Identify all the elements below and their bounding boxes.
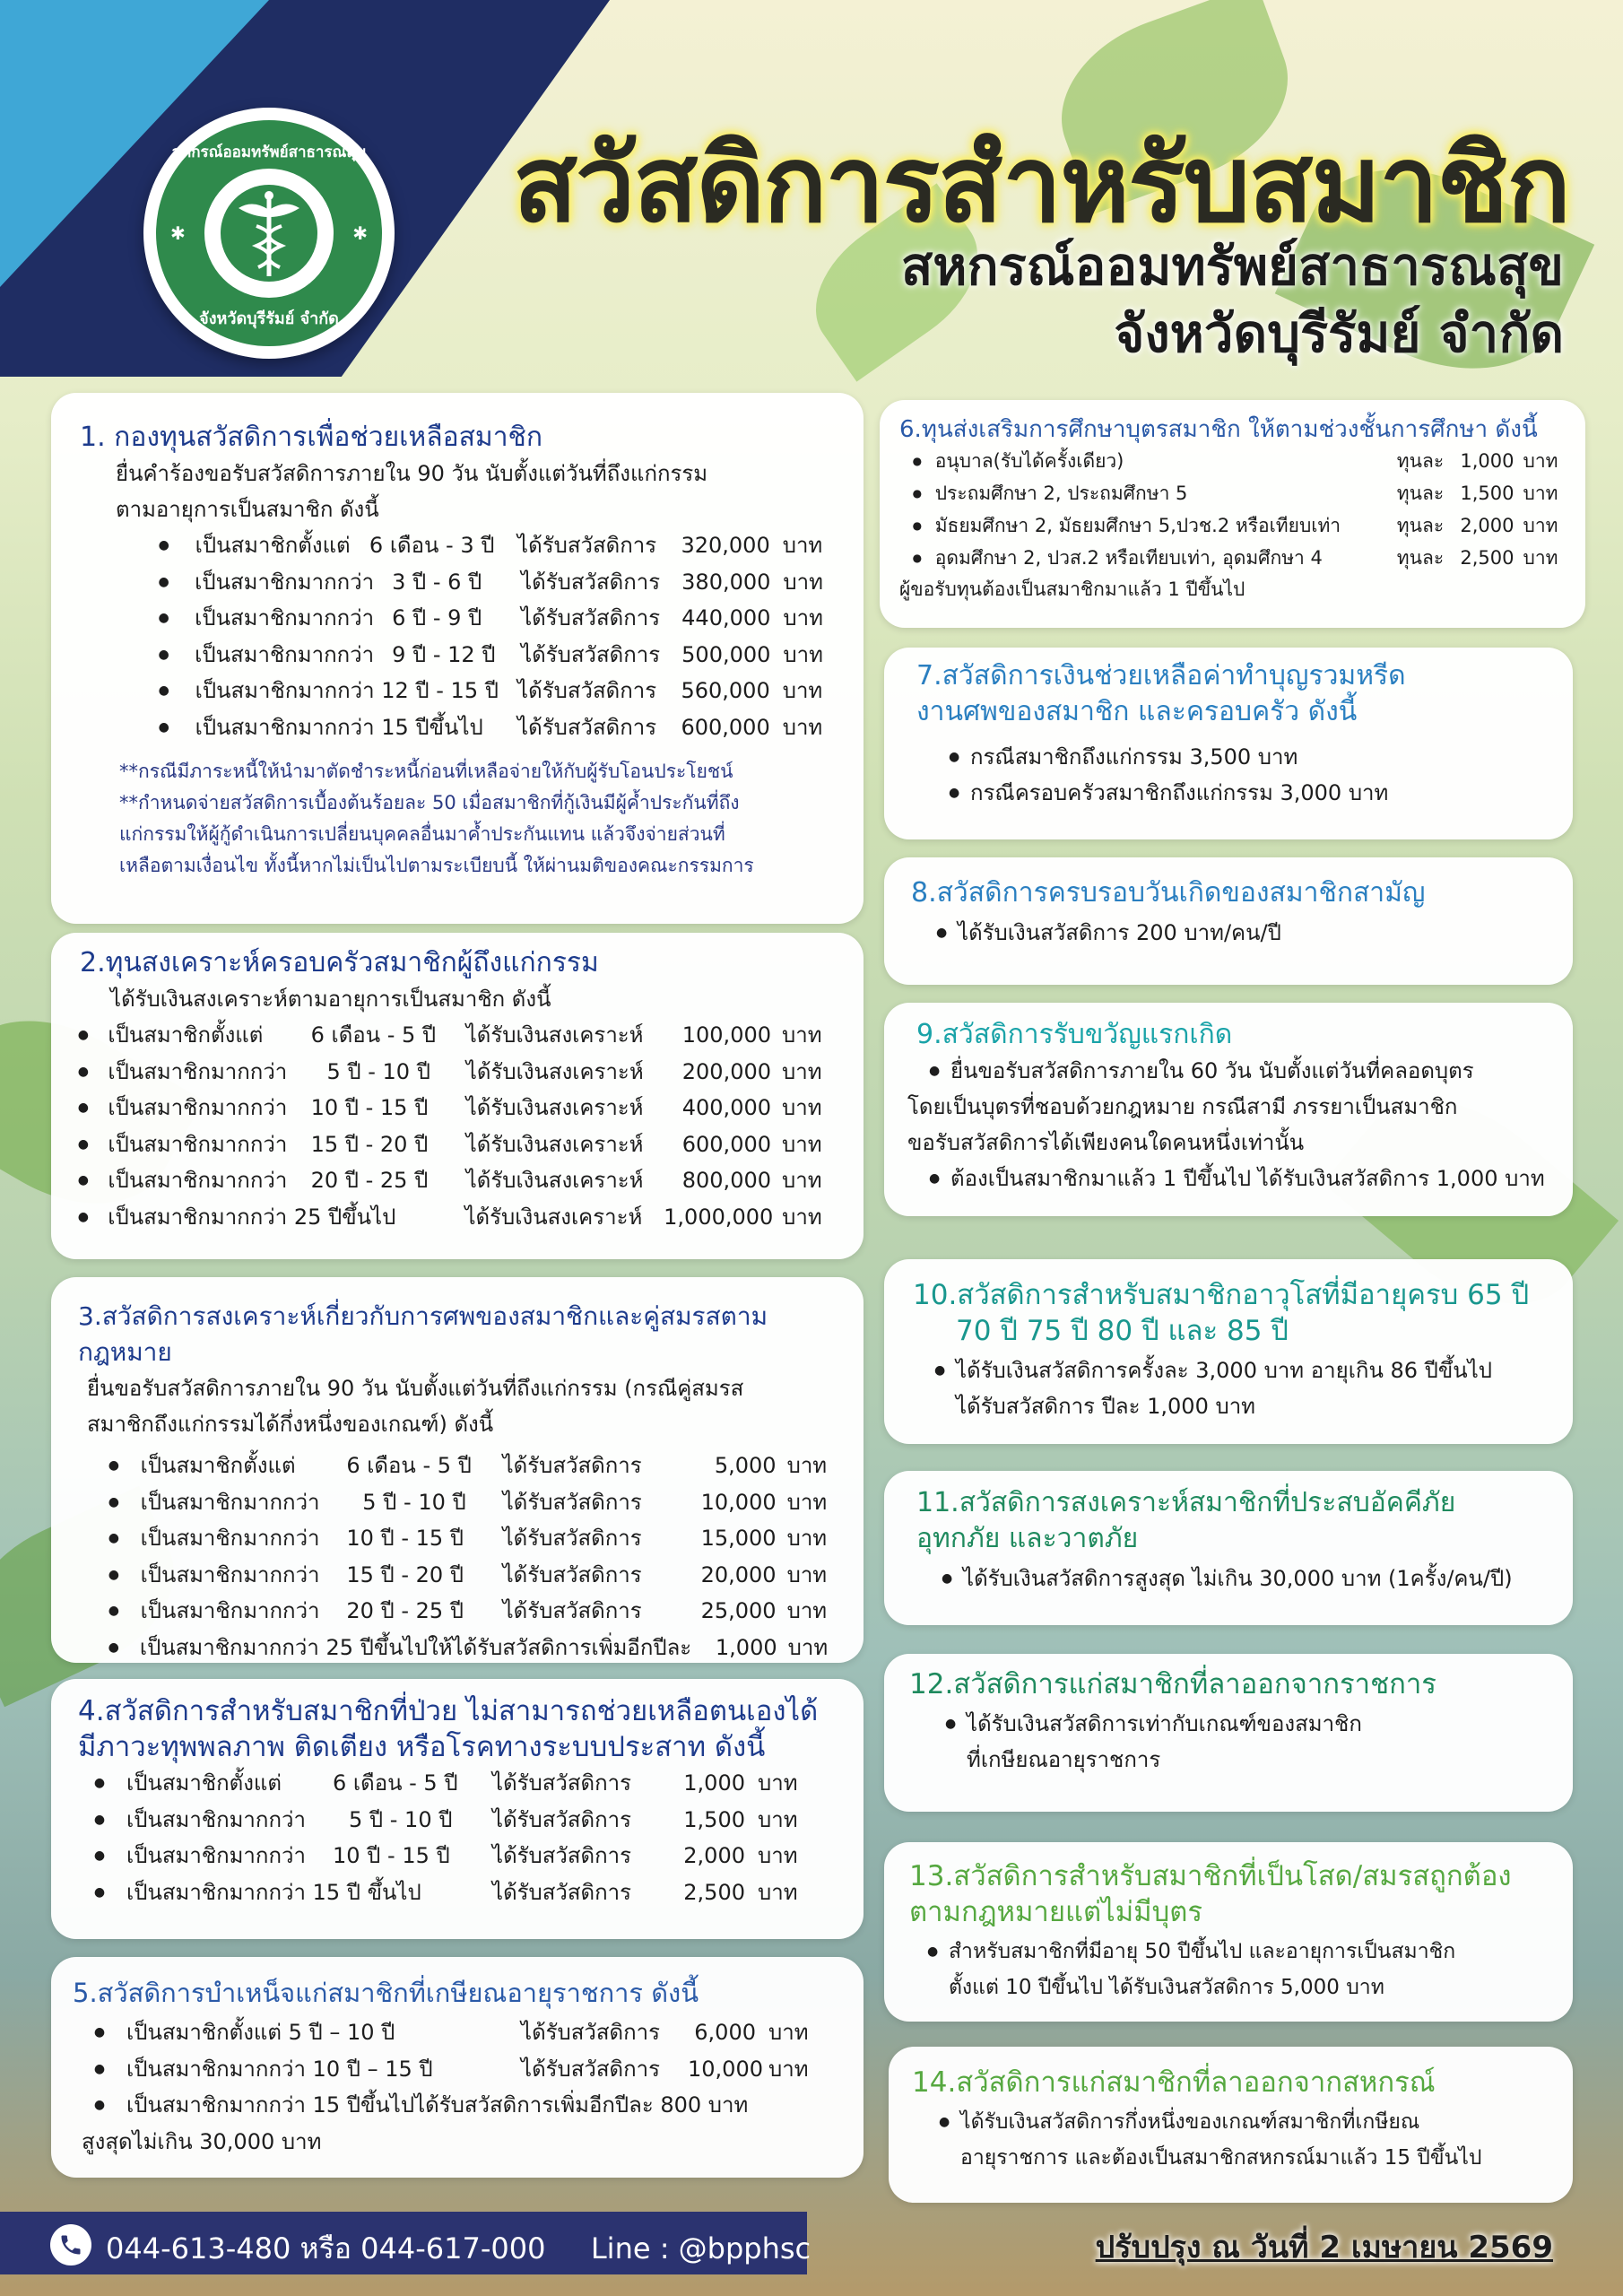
subtitle-line1: สหกรณ์ออมทรัพย์สาธารณสุข — [900, 236, 1564, 297]
unit-cell: บาท — [758, 1879, 798, 1905]
list-item — [949, 739, 1553, 775]
section-12-title: 12.สวัสดิการแก่สมาชิกที่ลาออกจากราชการ — [909, 1668, 1436, 1700]
label-cell: ทุนละ — [1396, 515, 1445, 536]
member-cell: เป็นสมาชิกมากกว่า — [195, 641, 375, 667]
bullet-icon: ● — [77, 1100, 89, 1116]
section-10-card — [884, 1259, 1573, 1444]
logo-text-top: สหกรณ์ออมทรัพย์สาธารณสุข — [171, 144, 367, 161]
bullet-icon: ● — [108, 1494, 119, 1509]
list-item — [945, 1706, 1553, 1742]
unit-cell: บาท — [782, 533, 823, 558]
range-cell: 3 ปี - 6 ปี — [392, 569, 482, 595]
label-cell: ได้รับสวัสดิการ — [502, 1489, 642, 1515]
unit-cell: บาท — [1523, 450, 1558, 472]
amount-cell: 5,000 — [714, 1453, 777, 1478]
label-cell: ได้รับสวัสดิการ — [521, 641, 661, 667]
bullet-icon: ● — [77, 1028, 89, 1043]
table-row — [105, 1593, 840, 1630]
table-row — [908, 509, 1567, 542]
amount-cell: 800,000 — [681, 1168, 771, 1193]
range-cell: 20 ปี - 25 ปี — [346, 1598, 464, 1623]
label-cell: ได้รับสวัสดิการ — [492, 1843, 632, 1868]
table-row — [105, 1484, 840, 1521]
bullet-icon: ● — [912, 519, 923, 532]
contact-line[interactable]: Line : @bpphsc — [590, 2231, 812, 2266]
table-row — [908, 542, 1567, 574]
list-item-text: ต้องเป็นสมาชิกมาแล้ว 1 ปีขึ้นไป ได้รับเงินสวัสดิการ 1,000 บาท — [950, 1166, 1545, 1191]
bullet-icon: ● — [108, 1639, 119, 1655]
range-cell: 6 ปี - 9 ปี — [392, 605, 482, 631]
contact-phone[interactable]: 044-613-480 หรือ 044-617-000 — [106, 2231, 546, 2266]
list-item — [942, 1561, 1553, 1596]
amount-cell: 380,000 — [681, 569, 771, 595]
bullet-icon: ● — [77, 1064, 89, 1079]
section-13-title: ตามกฎหมายแต่ไม่มีบุตร — [909, 1896, 1203, 1928]
section-1-note: แก่กรรมให้ผู้กู้ดำเนินการเปลี่ยนบุคคลอื่นมาค้ำประกันแทน แล้วจึงจ่ายส่วนที่ — [119, 823, 725, 845]
unit-cell: บาท — [782, 1204, 822, 1230]
section-8-card — [884, 857, 1573, 985]
amount-cell: 2,000 — [683, 1843, 745, 1868]
section-8-title: 8.สวัสดิการครบรอบวันเกิดของสมาชิกสามัญ — [911, 877, 1426, 909]
label-cell: ได้รับเงินสงเคราะห์ — [465, 1095, 644, 1120]
section-7-card — [884, 648, 1573, 839]
range-cell: 10 ปี - 15 ปี — [346, 1526, 464, 1551]
unit-cell: บาท — [786, 1489, 828, 1515]
bullet-icon: ● — [158, 719, 169, 735]
table-row — [91, 1802, 840, 1839]
list-item — [934, 1352, 1553, 1388]
amount-cell: 200,000 — [681, 1058, 772, 1084]
member-cell: เป็นสมาชิกมากกว่า 12 ปี - 15 ปี — [195, 678, 499, 703]
member-cell: เป็นสมาชิกมากกว่า — [126, 1806, 306, 1832]
section-1-title: 1. กองทุนสวัสดิการเพื่อช่วยเหลือสมาชิก — [80, 422, 543, 453]
label-cell: ทุนละ — [1396, 547, 1445, 569]
section-6-title: 6.ทุนส่งเสริมการศึกษาบุตรสมาชิก ให้ตามช่วงชั้นการศึกษา ดังนี้ — [899, 416, 1538, 443]
list-item — [936, 915, 1553, 951]
bullet-icon: ● — [945, 1717, 957, 1731]
list-item — [927, 1934, 1553, 1970]
bullet-icon: ● — [77, 1209, 89, 1224]
section-3-title: 3.สวัสดิการสงเคราะห์เกี่ยวกับการศพของสมาชิกและคู่สมรสตามกฎหมาย — [78, 1301, 768, 1367]
label-cell: ทุนละ — [1396, 483, 1445, 504]
level-cell: อนุบาล(รับได้ครั้งเดียว) — [934, 450, 1124, 472]
member-cell: เป็นสมาชิกมากกว่า 10 ปี – 15 ปี — [126, 2056, 433, 2082]
section-6-note: ผู้ขอรับทุนต้องเป็นสมาชิกมาแล้ว 1 ปีขึ้นไป — [899, 578, 1245, 600]
section-1-card — [51, 393, 864, 924]
label-cell: ได้รับสวัสดิการ — [502, 1561, 642, 1587]
unit-cell: บาท — [786, 1598, 828, 1623]
bullet-icon: ● — [158, 611, 169, 626]
bullet-icon: ● — [934, 1363, 946, 1378]
list-item — [916, 1053, 1553, 1089]
member-cell: เป็นสมาชิกตั้งแต่ — [108, 1022, 264, 1048]
list-item-text: ได้รับเงินสวัสดิการกึ่งหนึ่งของเกณฑ์สมาชิกที่เกษียณ — [960, 2110, 1420, 2134]
table-row — [91, 1765, 840, 1802]
page-title: สวัสดิการสำหรับสมาชิก — [513, 122, 1569, 246]
unit-cell: บาท — [1523, 547, 1558, 569]
table-row — [91, 1874, 840, 1911]
bullet-icon: ● — [927, 1944, 939, 1959]
label-cell: ได้รับเงินสงเคราะห์ — [465, 1168, 644, 1193]
unit-cell: บาท — [787, 1634, 829, 1660]
bullet-icon: ● — [108, 1531, 119, 1546]
amount-cell: 1,000 — [715, 1634, 777, 1660]
unit-cell: บาท — [783, 641, 823, 667]
bullet-icon: ● — [108, 1567, 119, 1582]
table-row — [105, 1630, 840, 1666]
table-row — [74, 1090, 835, 1126]
table-row — [74, 1054, 835, 1091]
section-13-card — [884, 1842, 1573, 2022]
section-10-title: 10.สวัสดิการสำหรับสมาชิกอาวุโสที่มีอายุครบ 65 ปี — [913, 1279, 1530, 1311]
label-cell: ได้รับสวัสดิการ — [492, 1879, 632, 1905]
table-row — [91, 1838, 840, 1874]
table-row — [155, 527, 835, 564]
range-cell: 15 ปี - 20 ปี — [346, 1561, 464, 1587]
table-row — [155, 564, 835, 601]
amount-cell: 2,000 — [1460, 515, 1515, 536]
subtitle-line2: จังหวัดบุรีรัมย์ จำกัด — [1114, 303, 1564, 364]
member-cell: เป็นสมาชิกมากกว่า — [108, 1131, 288, 1157]
amount-cell: 1,500 — [683, 1806, 745, 1832]
amount-cell: 10,000 — [700, 1489, 777, 1515]
label-cell: ได้รับเงินสงเคราะห์ — [465, 1022, 644, 1048]
range-cell: 6 เดือน - 5 ปี — [310, 1022, 437, 1048]
member-cell: เป็นสมาชิกตั้งแต่ — [195, 533, 351, 558]
table-row — [105, 1520, 840, 1557]
level-cell: อุดมศึกษา 2, ปวส.2 หรือเทียบเท่า, อุดมศึกษา 4 — [934, 547, 1323, 569]
section-11-title: อุทกภัย และวาตภัย — [916, 1523, 1139, 1554]
unit-cell: บาท — [768, 2056, 809, 2082]
amount-cell: 440,000 — [681, 605, 771, 631]
section-2-title: 2.ทุนสงเคราะห์ครอบครัวสมาชิกผู้ถึงแก่กรรม — [80, 947, 599, 978]
amount-cell: 2,500 — [683, 1879, 745, 1905]
bullet-icon: ● — [949, 786, 960, 800]
section-5-card — [51, 1957, 864, 2178]
bullet-icon: ● — [929, 1064, 941, 1078]
list-item-text: ได้รับเงินสวัสดิการเท่ากับเกณฑ์ของสมาชิก — [967, 1711, 1362, 1736]
member-cell: เป็นสมาชิกมากกว่า 25 ปีขึ้นไปให้ได้รับสวัสดิการเพิ่มอีกปีละ — [139, 1634, 692, 1660]
section-4-title: มีภาวะทุพพลภาพ ติดเตียง หรือโรคทางระบบประสาท ดังนี้ — [78, 1731, 766, 1763]
amount-cell: 600,000 — [681, 714, 770, 740]
amount-cell: 100,000 — [681, 1022, 771, 1048]
member-cell: เป็นสมาชิกมากกว่า — [108, 1168, 288, 1193]
amount-cell: 400,000 — [681, 1095, 771, 1120]
section-1-note: เหลือตามเงื่อนไข ทั้งนี้หากไม่เป็นไปตามระเบียบนี้ ให้ผ่านมติของคณะกรรมการ — [119, 855, 754, 876]
unit-cell: บาท — [782, 678, 823, 703]
range-cell: 10 ปี - 15 ปี — [333, 1843, 450, 1868]
updated-date: ปรับปรุง ณ วันที่ 2 เมษายน 2569 — [1095, 2230, 1553, 2266]
amount-cell: 2,500 — [1460, 547, 1515, 569]
label-cell: ได้รับสวัสดิการ — [517, 678, 657, 703]
section-14-text: อายุราชการ และต้องเป็นสมาชิกสหกรณ์มาแล้ว 15 ปีขึ้นไป — [960, 2146, 1482, 2170]
unit-cell: บาท — [782, 1131, 822, 1157]
table-row — [155, 637, 835, 674]
amount-cell: 1,000 — [683, 1770, 745, 1796]
table-row — [74, 1017, 835, 1054]
section-12-text: ที่เกษียณอายุราชการ — [967, 1747, 1161, 1772]
bullet-icon: ● — [93, 2025, 106, 2040]
level-cell: มัธยมศึกษา 2, มัธยมศึกษา 5,ปวช.2 หรือเทียบเท่า — [934, 515, 1341, 536]
unit-cell: บาท — [758, 1770, 798, 1796]
bullet-icon: ● — [158, 647, 169, 662]
list-item — [916, 1161, 1553, 1196]
table-row — [908, 445, 1567, 477]
section-1-intro: ยื่นคำร้องขอรับสวัสดิการภายใน 90 วัน นับตั้งแต่วันที่ถึงแก่กรรม — [116, 461, 708, 486]
label-cell: ได้รับสวัสดิการ — [517, 714, 657, 740]
section-7-title: งานศพของสมาชิก และครอบครัว ดังนี้ — [916, 696, 1358, 727]
bullet-icon: ● — [77, 1136, 89, 1152]
amount-cell: 600,000 — [681, 1131, 771, 1157]
phone-icon — [50, 2224, 91, 2266]
member-cell: เป็นสมาชิกตั้งแต่ 5 ปี – 10 ปี — [126, 2020, 395, 2045]
section-4-card — [51, 1679, 864, 1939]
range-cell: 5 ปี - 10 ปี — [362, 1489, 466, 1515]
range-cell: 5 ปี - 10 ปี — [326, 1058, 430, 1084]
range-cell: 5 ปี - 10 ปี — [349, 1806, 453, 1832]
star-icon: ✱ — [352, 222, 368, 244]
bullet-icon: ● — [93, 1848, 106, 1864]
bullet-icon: ● — [912, 487, 923, 500]
member-cell: เป็นสมาชิกมากกว่า 15 ปีขึ้นไป — [195, 714, 483, 740]
bullet-icon: ● — [942, 1571, 953, 1586]
member-cell: เป็นสมาชิกมากกว่า — [140, 1598, 320, 1623]
amount-cell: 15,000 — [700, 1526, 777, 1551]
table-row — [74, 1126, 835, 1163]
section-10-text: ได้รับสวัสดิการ ปีละ 1,000 บาท — [956, 1394, 1255, 1419]
section-13-text: ตั้งแต่ 10 ปีขึ้นไป ได้รับเงินสวัสดิการ 5,000 บาท — [949, 1976, 1384, 1999]
amount-cell: 25,000 — [700, 1598, 777, 1623]
table-row — [91, 2051, 840, 2088]
list-item-text: ได้รับเงินสวัสดิการ 200 บาท/คน/ปี — [958, 920, 1281, 945]
section-14-card — [889, 2047, 1573, 2203]
table-row — [105, 1448, 840, 1484]
label-cell: ได้รับสวัสดิการ — [521, 605, 661, 631]
table-row — [908, 477, 1567, 509]
amount-cell: 20,000 — [700, 1561, 777, 1587]
section-9-card — [884, 1003, 1573, 1216]
unit-cell: บาท — [758, 1806, 798, 1832]
range-cell: 6 เดือน - 5 ปี — [346, 1453, 472, 1478]
unit-cell: บาท — [758, 1843, 798, 1868]
bullet-icon: ● — [949, 750, 960, 764]
label-cell: ได้รับสวัสดิการ — [502, 1453, 642, 1478]
amount-cell: 320,000 — [681, 533, 770, 558]
table-row — [91, 2087, 840, 2124]
unit-cell: บาท — [782, 1095, 822, 1120]
section-10-title: 70 ปี 75 ปี 80 ปี และ 85 ปี — [956, 1315, 1289, 1347]
section-3-intro: ยื่นขอรับสวัสดิการภายใน 90 วัน นับตั้งแต่วันที่ถึงแก่กรรม (กรณีคู่สมรส — [87, 1376, 744, 1401]
section-9-title: 9.สวัสดิการรับขวัญแรกเกิด — [916, 1019, 1233, 1050]
member-cell: เป็นสมาชิกมากกว่า — [108, 1095, 288, 1120]
unit-cell: บาท — [786, 1526, 828, 1551]
table-row — [74, 1162, 835, 1199]
table-row — [91, 2014, 840, 2051]
label-cell: ได้รับสวัสดิการ — [502, 1598, 642, 1623]
section-1-note: **กรณีมีภาระหนี้ให้นำมาตัดชำระหนี้ก่อนที่เหลือจ่ายให้กับผู้รับโอนประโยชน์ — [119, 761, 733, 782]
unit-cell: บาท — [782, 1022, 822, 1048]
label-cell: ได้รับสวัสดิการ — [521, 2020, 661, 2045]
bullet-icon: ● — [77, 1173, 89, 1188]
member-cell: เป็นสมาชิกมากกว่า — [140, 1526, 320, 1551]
section-3-card — [51, 1277, 864, 1663]
unit-cell: บาท — [1523, 483, 1558, 504]
label-cell: ได้รับเงินสงเคราะห์ — [464, 1204, 643, 1230]
range-cell: 10 ปี - 15 ปี — [310, 1095, 429, 1120]
bullet-icon: ● — [939, 2115, 950, 2129]
label-cell: ได้รับสวัสดิการ — [502, 1526, 642, 1551]
section-1-note: **กำหนดจ่ายสวัสดิการเบื้องต้นร้อยละ 50 เมื่อสมาชิกที่กู้เงินมีผู้ค้ำประกันที่ถึง — [119, 792, 740, 813]
bullet-icon: ● — [93, 1812, 106, 1827]
star-icon: ✱ — [170, 222, 186, 244]
member-cell: เป็นสมาชิกมากกว่า — [140, 1489, 320, 1515]
member-cell: เป็นสมาชิกมากกว่า — [108, 1058, 288, 1084]
bullet-icon: ● — [912, 552, 923, 564]
level-cell: ประถมศึกษา 2, ประถมศึกษา 5 — [934, 483, 1188, 504]
bullet-icon: ● — [108, 1604, 119, 1619]
list-item-text: ได้รับเงินสวัสดิการครั้งละ 3,000 บาท อายุเกิน 86 ปีขึ้นไป — [956, 1358, 1492, 1383]
section-9-text: โดยเป็นบุตรที่ชอบด้วยกฎหมาย กรณีสามี ภรรยาเป็นสมาชิก — [907, 1094, 1458, 1119]
unit-cell: บาท — [786, 1561, 828, 1587]
section-3-intro: สมาชิกถึงแก่กรรมได้กึ่งหนึ่งของเกณฑ์) ดังนี้ — [87, 1412, 494, 1437]
amount-cell: 10,000 — [688, 2056, 763, 2082]
bullet-icon: ● — [936, 926, 948, 940]
section-11-card — [884, 1471, 1573, 1625]
bullet-icon: ● — [93, 2061, 106, 2076]
bullet-icon: ● — [158, 538, 169, 553]
cooperative-logo — [143, 108, 395, 359]
bullet-icon: ● — [929, 1171, 941, 1186]
list-item-text: สำหรับสมาชิกที่มีอายุ 50 ปีขึ้นไป และอายุการเป็นสมาชิก — [949, 1940, 1456, 1963]
amount-cell: 1,000 — [1460, 450, 1515, 472]
section-12-card — [884, 1654, 1573, 1812]
bullet-icon: ● — [158, 683, 169, 699]
section-2-intro: ได้รับเงินสงเคราะห์ตามอายุการเป็นสมาชิก ดังนี้ — [110, 987, 551, 1012]
section-11-title: 11.สวัสดิการสงเคราะห์สมาชิกที่ประสบอัคคีภัย — [916, 1487, 1456, 1518]
member-cell: เป็นสมาชิกมากกว่า — [140, 1561, 320, 1587]
unit-cell: บาท — [783, 569, 823, 595]
unit-cell: บาท — [1523, 515, 1558, 536]
range-cell: 6 เดือน - 3 ปี — [369, 533, 495, 558]
section-4-title: 4.สวัสดิการสำหรับสมาชิกที่ป่วย ไม่สามารถช่วยเหลือตนเองได้ — [78, 1695, 819, 1727]
range-cell: 15 ปี - 20 ปี — [310, 1131, 429, 1157]
member-cell: เป็นสมาชิกมากกว่า — [195, 605, 375, 631]
section-2-card — [51, 933, 864, 1259]
table-row — [105, 1557, 840, 1594]
bullet-icon: ● — [158, 574, 169, 589]
amount-cell: 1,500 — [1460, 483, 1515, 504]
bullet-icon: ● — [93, 1884, 106, 1900]
amount-cell: 6,000 — [694, 2020, 756, 2045]
amount-cell: 560,000 — [681, 678, 770, 703]
member-cell: เป็นสมาชิกมากกว่า — [195, 569, 375, 595]
table-row — [155, 600, 835, 637]
bullet-icon: ● — [93, 1776, 106, 1791]
list-item-text: กรณีครอบครัวสมาชิกถึงแก่กรรม 3,000 บาท — [970, 780, 1389, 805]
unit-cell: บาท — [768, 2020, 809, 2045]
bullet-icon: ● — [912, 455, 923, 467]
list-item-text: กรณีสมาชิกถึงแก่กรรม 3,500 บาท — [970, 744, 1298, 770]
label-cell: ได้รับเงินสงเคราะห์ — [465, 1058, 644, 1084]
unit-cell: บาท — [783, 605, 823, 631]
list-item-text: ยื่นขอรับสวัสดิการภายใน 60 วัน นับตั้งแต่วันที่คลอดบุตร — [950, 1058, 1474, 1083]
amount-cell: 500,000 — [681, 641, 771, 667]
bullet-icon: ● — [108, 1458, 119, 1474]
member-cell: เป็นสมาชิกตั้งแต่ — [140, 1453, 296, 1478]
unit-cell: บาท — [782, 1058, 822, 1084]
member-cell: เป็นสมาชิกมากกว่า 15 ปีขึ้นไปได้รับสวัสดิการเพิ่มอีกปีละ 800 บาท — [126, 2092, 749, 2118]
logo-text-bottom: จังหวัดบุรีรัมย์ จำกัด — [199, 309, 339, 328]
member-cell: เป็นสมาชิกตั้งแต่ — [126, 1770, 282, 1796]
amount-cell: 1,000,000 — [664, 1204, 774, 1230]
section-13-title: 13.สวัสดิการสำหรับสมาชิกที่เป็นโสด/สมรสถูกต้อง — [909, 1860, 1512, 1892]
section-14-title: 14.สวัสดิการแก่สมาชิกที่ลาออกจากสหกรณ์ — [912, 2066, 1436, 2099]
section-7-title: 7.สวัสดิการเงินช่วยเหลือค่าทำบุญรวมหรีด — [916, 660, 1406, 691]
label-cell: ได้รับเงินสงเคราะห์ — [465, 1131, 644, 1157]
list-item — [939, 2104, 1553, 2140]
bullet-icon: ● — [93, 2098, 106, 2113]
label-cell: ได้รับสวัสดิการ — [517, 533, 657, 558]
contact-footer — [0, 2212, 812, 2274]
label-cell: ได้รับสวัสดิการ — [492, 1806, 632, 1832]
section-9-text: ขอรับสวัสดิการได้เพียงคนใดคนหนึ่งเท่านั้น — [907, 1130, 1305, 1155]
unit-cell: บาท — [782, 1168, 822, 1193]
unit-cell: บาท — [782, 714, 823, 740]
unit-cell: บาท — [786, 1453, 828, 1478]
range-cell: 9 ปี - 12 ปี — [392, 641, 496, 667]
table-row — [155, 709, 835, 746]
range-cell: 6 เดือน - 5 ปี — [333, 1770, 458, 1796]
table-row — [74, 1199, 835, 1236]
table-row — [155, 673, 835, 709]
member-cell: เป็นสมาชิกมากกว่า — [126, 1843, 306, 1868]
caduceus-icon — [235, 190, 303, 280]
label-cell: ได้รับสวัสดิการ — [521, 2056, 661, 2082]
member-cell: เป็นสมาชิกมากกว่า 25 ปีขึ้นไป — [108, 1204, 396, 1230]
section-1-intro: ตามอายุการเป็นสมาชิก ดังนี้ — [116, 497, 379, 522]
label-cell: ทุนละ — [1396, 450, 1445, 472]
label-cell: ได้รับสวัสดิการ — [521, 569, 661, 595]
section-6-card — [880, 400, 1585, 628]
label-cell: ได้รับสวัสดิการ — [492, 1770, 632, 1796]
list-item — [949, 775, 1553, 811]
section-5-note: สูงสุดไม่เกิน 30,000 บาท — [82, 2128, 322, 2154]
list-item-text: ได้รับเงินสวัสดิการสูงสุด ไม่เกิน 30,000 บาท (1ครั้ง/คน/ปี) — [963, 1566, 1513, 1591]
section-5-title: 5.สวัสดิการบำเหน็จแก่สมาชิกที่เกษียณอายุราชการ ดังนี้ — [73, 1978, 699, 2008]
member-cell: เป็นสมาชิกมากกว่า 15 ปี ขึ้นไป — [126, 1879, 421, 1905]
range-cell: 20 ปี - 25 ปี — [310, 1168, 429, 1193]
